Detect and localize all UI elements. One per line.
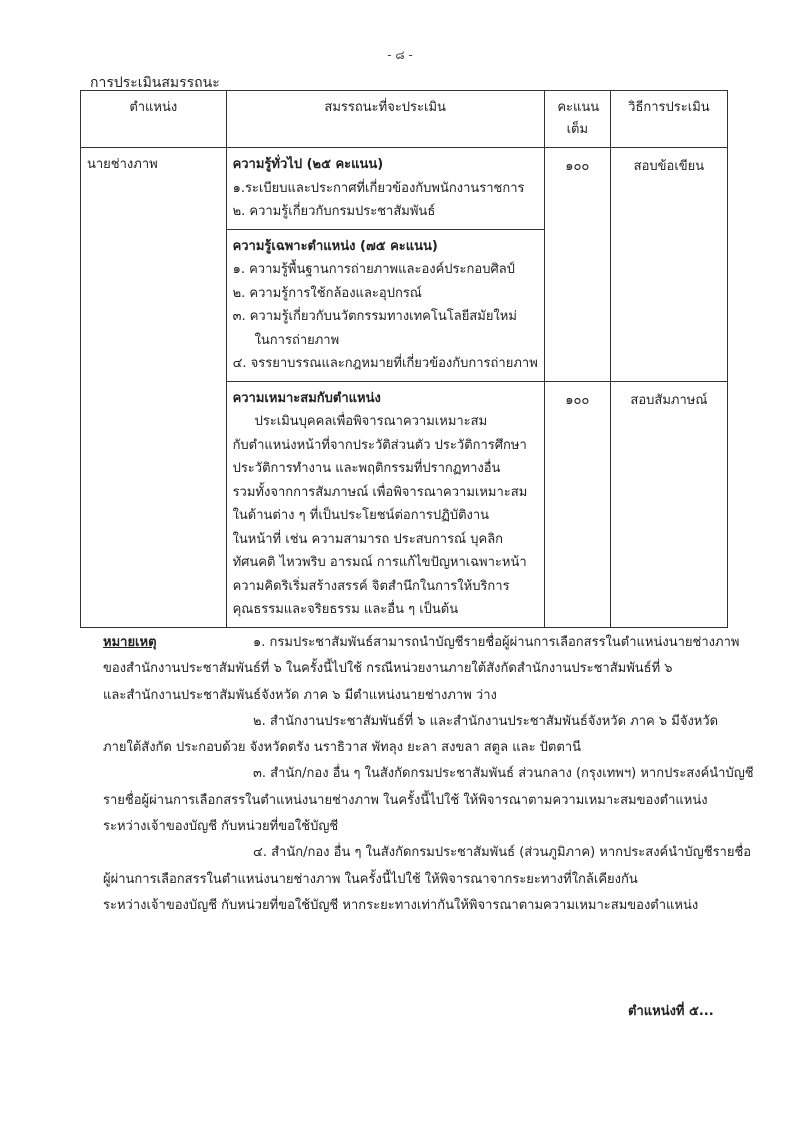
list-item: ๒. ความรู้เกี่ยวกับกรมประชาสัมพันธ์ — [232, 204, 436, 219]
header-competency: สมรรถนะที่จะประเมิน — [226, 91, 544, 148]
text-line: ทัศนคติ ไหวพริบ อารมณ์ การแก้ไขปัญหาเฉพาะหน้า — [232, 555, 527, 570]
text-line: ความคิดริเริ่มสร้างสรรค์ จิตสำนึกในการให้บริการ — [232, 578, 510, 594]
list-item: ๓. ความรู้เกี่ยวกับนวัตกรรมทางเทคโนโลยีสมัยใหม่ — [232, 309, 517, 324]
position-name: นายช่างภาพ — [87, 157, 158, 172]
note-line: รายชื่อผู้ผ่านการเลือกสรรในตำแหน่งนายช่างภาพ ในครั้งนี้ไปใช้ ให้พิจารณาตามความเหมาะสมของตำแหน่ง — [103, 792, 708, 808]
page-number: - ๘ - — [387, 48, 413, 62]
text-line: รวมทั้งจากการสัมภาษณ์ เพื่อพิจารณาความเหมาะสม — [232, 484, 528, 500]
table-header-row — [81, 91, 728, 148]
header-method: วิธีการประเมิน — [610, 91, 727, 148]
continuation-footer: ตำแหน่งที่ ๕... — [628, 1004, 714, 1019]
header-position: ตำแหน่ง — [81, 91, 227, 148]
list-item: ในการถ่ายภาพ — [254, 332, 340, 348]
section-title: การประเมินสมรรถนะ — [90, 75, 220, 91]
note-line: ๔. สำนัก/กอง อื่น ๆ ในสังกัดกรมประชาสัมพันธ์ (ส่วนภูมิภาค) หากประสงค์นำบัญชีรายชื่อ — [253, 845, 752, 861]
method-cell — [610, 381, 727, 627]
score-cell — [544, 148, 610, 382]
list-item: ๔. จรรยาบรรณและกฎหมายที่เกี่ยวข้องกับการถ่ายภาพ — [232, 356, 538, 371]
text-line: ในด้านต่าง ๆ ที่เป็นประโยชน์ต่อการปฏิบัติงาน — [232, 508, 490, 523]
score: ๑๐๐ — [565, 392, 590, 408]
header-score-text: คะแนน เต็ม — [557, 100, 600, 137]
method: สอบข้อเขียน — [633, 159, 705, 174]
group-heading: ความเหมาะสมกับตำแหน่ง — [232, 390, 381, 406]
note-line: ๒. สำนักงานประชาสัมพันธ์ที่ ๖ และสำนักงานประชาสัมพันธ์จังหวัด ภาค ๖ มีจังหวัด — [253, 713, 719, 729]
score-cell — [544, 381, 610, 627]
header-score — [544, 91, 610, 148]
text-line: กับตำแหน่งหน้าที่จากประวัติส่วนตัว ประวัติการศึกษา — [232, 437, 527, 453]
group-heading: ความรู้ทั่วไป (๒๕ คะแนน) — [232, 157, 384, 172]
specific-knowledge — [227, 229, 544, 381]
note-line: ระหว่างเจ้าของบัญชี กับหน่วยที่ขอใช้บัญชี — [103, 819, 339, 835]
general-knowledge — [227, 148, 544, 229]
text-line: คุณธรรมและจริยธรรม และอื่น ๆ เป็นต้น — [232, 602, 459, 617]
competency-cell — [226, 381, 544, 627]
text-line: ประเมินบุคคลเพื่อพิจารณาความเหมาะสม — [254, 414, 488, 429]
competency-table — [80, 90, 728, 628]
group-heading: ความรู้เฉพาะตำแหน่ง (๗๕ คะแนน) — [232, 238, 438, 254]
list-item: ๒. ความรู้การใช้กล้องและอุปกรณ์ — [232, 285, 422, 301]
text-line: ในหน้าที่ เช่น ความสามารถ ประสบการณ์ บุคลิก — [232, 531, 504, 547]
method: สอบสัมภาษณ์ — [630, 392, 708, 408]
note-line: ๓. สำนัก/กอง อื่น ๆ ในสังกัดกรมประชาสัมพันธ์ ส่วนกลาง (กรุงเทพฯ) หากประสงค์นำบัญชี — [253, 766, 754, 782]
table-row — [81, 148, 728, 382]
list-item: ๑. ความรู้พื้นฐานการถ่ายภาพและองค์ประกอบศิลป์ — [232, 262, 515, 277]
note-line: ๑. กรมประชาสัมพันธ์สามารถนำบัญชีรายชื่อผู้ผ่านการเลือกสรรในตำแหน่งนายช่างภาพ — [253, 635, 740, 650]
note-line: ระหว่างเจ้าของบัญชี กับหน่วยที่ขอใช้บัญชี หากระยะทางเท่ากันให้พิจารณาตามความเหมาะสมของตำแหน่ง — [103, 897, 699, 913]
competency-cell — [226, 148, 544, 382]
note-line: ผู้ผ่านการเลือกสรรในตำแหน่งนายช่างภาพ ในครั้งนี้ไปใช้ ให้พิจารณาจากระยะทางที่ใกล้เคียงกัน — [103, 871, 638, 887]
note-line: ภายใต้สังกัด ประกอบด้วย จังหวัดตรัง นราธิวาส พัทลุง ยะลา สงขลา สตูล และ ปัตตานี — [103, 740, 582, 756]
note-line: และสำนักงานประชาสัมพันธ์จังหวัด ภาค ๖ มีตำแหน่งนายช่างภาพ ว่าง — [103, 687, 497, 703]
position-cell — [81, 148, 227, 628]
list-item: ๑.ระเบียบและประกาศที่เกี่ยวข้องกับพนักงานราชการ — [232, 180, 525, 196]
notes-label: หมายเหตุ — [103, 635, 157, 650]
suitability — [227, 382, 544, 627]
note-line: ของสำนักงานประชาสัมพันธ์ที่ ๖ ในครั้งนี้ไปใช้ กรณีหน่วยงานภายใต้สังกัดสำนักงานประชาสัมพันธ์ที่ ๖ — [103, 661, 673, 677]
method-cell — [610, 148, 727, 382]
text-line: ประวัติการทำงาน และพฤติกรรมที่ปรากฏทางอื่น — [232, 461, 501, 476]
notes-section — [103, 630, 754, 919]
score: ๑๐๐ — [565, 159, 590, 174]
